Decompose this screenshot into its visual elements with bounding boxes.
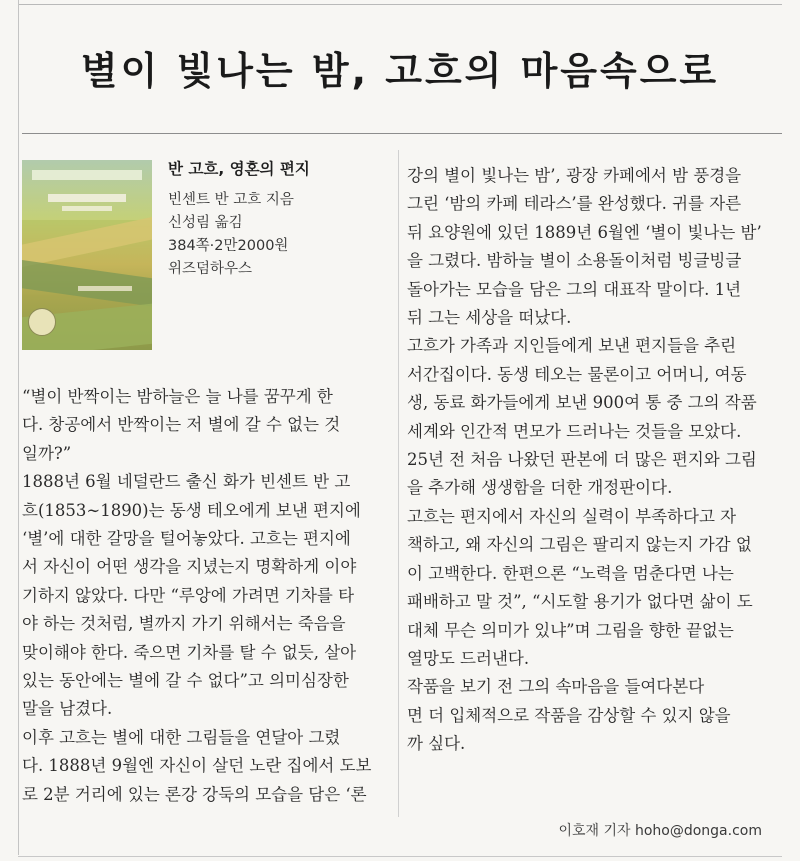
body-line: 돌아가는 모습을 담은 그의 대표작 말이다. 1년 (407, 279, 742, 299)
body-line: 서 자신이 어떤 생각을 지녔는지 명확하게 이야 (22, 557, 357, 577)
body-line: 다. 창공에서 반짝이는 저 별에 갈 수 없는 것 (22, 415, 341, 435)
body-line: 기하지 않았다. 다만 “루앙에 가려면 기차를 타 (22, 585, 355, 605)
body-line: 로 2분 거리에 있는 론강 강둑의 모습을 담은 ‘론 (22, 784, 367, 804)
body-line: 고흐는 편지에서 자신의 실력이 부족하다고 자 (407, 506, 737, 526)
body-line: 대체 무슨 의미가 있냐”며 그림을 향한 끝없는 (407, 620, 734, 640)
book-title: 반 고흐, 영혼의 편지 (168, 160, 310, 178)
body-line: 뒤 요양원에 있던 1889년 6월엔 ‘별이 빛나는 밤’ (407, 222, 762, 242)
body-line: 일까?” (22, 443, 72, 463)
body-line: 까 싶다. (407, 734, 466, 754)
article-body-left (22, 383, 392, 809)
body-line: 열망도 드러낸다. (407, 648, 530, 668)
body-line: 생, 동료 화가들에게 보낸 900여 통 중 그의 작품 (407, 393, 757, 413)
body-line: 흐(1853∼1890)는 동생 테오에게 보낸 편지에 (22, 500, 361, 520)
body-line: 다. 1888년 9월엔 자신이 살던 노란 집에서 도보 (22, 756, 372, 776)
body-line: 세계와 인간적 면모가 드러나는 것들을 모았다. (407, 421, 742, 441)
body-line: 뒤 그는 세상을 떠났다. (407, 308, 572, 328)
body-line: 말을 남겼다. (22, 699, 113, 719)
article-body-right (407, 162, 782, 759)
body-line: 작품을 보기 전 그의 속마음을 들여다본다 (407, 677, 705, 697)
body-line: 강의 별이 빛나는 밤’, 광장 카페에서 밤 풍경을 (407, 166, 742, 185)
column-divider (398, 150, 399, 817)
body-line: 을 추가해 생생함을 더한 개정판이다. (407, 478, 673, 498)
body-line: “별이 반짝이는 밤하늘은 늘 나를 꿈꾸게 한 (22, 387, 333, 406)
body-line: 면 더 입체적으로 작품을 감상할 수 있지 않을 (407, 705, 731, 725)
cover-badge (28, 308, 56, 336)
body-line: 1888년 6월 네덜란드 출신 화가 빈센트 반 고 (22, 472, 351, 492)
page-left-border (18, 0, 19, 855)
book-info-box (168, 158, 390, 281)
headline-divider (22, 133, 782, 134)
body-line: 을 그렸다. 밤하늘 별이 소용돌이처럼 빙글빙글 (407, 251, 742, 271)
book-pages-price: 384쪽·2만2000원 (168, 238, 289, 254)
reporter-byline: 이호재 기자 hoho@donga.com (558, 823, 762, 839)
book-translator: 신성림 옮김 (168, 215, 243, 231)
page-top-border (18, 4, 782, 5)
body-line: 25년 전 처음 나왔던 판본에 더 많은 편지와 그림 (407, 450, 757, 470)
book-author: 빈센트 반 고흐 지음 (168, 192, 294, 208)
body-line: 이 고백한다. 한편으론 “노력을 멈춘다면 나는 (407, 563, 734, 583)
book-cover-image (22, 160, 152, 350)
body-line: 있는 동안에는 별에 갈 수 없다”고 의미심장한 (22, 671, 349, 691)
body-line: 그린 ‘밤의 카페 테라스’를 완성했다. 귀를 자른 (407, 194, 742, 214)
body-line: 야 하는 것처럼, 별까지 가기 위해서는 죽음을 (22, 614, 346, 634)
body-line: 서간집이다. 동생 테오는 물론이고 어머니, 여동 (407, 364, 747, 384)
article-headline: 별이 빛나는 밤, 고흐의 마음속으로 (80, 49, 720, 93)
page-bottom-border (18, 856, 782, 857)
book-publisher: 위즈덤하우스 (168, 261, 253, 277)
body-line: 고흐가 가족과 지인들에게 보낸 편지들을 추린 (407, 336, 737, 356)
body-line: 이후 고흐는 별에 대한 그림들을 연달아 그렸 (22, 727, 341, 747)
body-line: 책하고, 왜 자신의 그림은 팔리지 않는지 가감 없 (407, 535, 752, 555)
body-line: ‘별’에 대한 갈망을 털어놓았다. 고흐는 편지에 (22, 529, 351, 549)
body-line: 패배하고 말 것”, “시도할 용기가 없다면 삶이 도 (407, 592, 753, 612)
body-line: 맞이해야 한다. 죽으면 기차를 탈 수 없듯, 살아 (22, 642, 357, 662)
